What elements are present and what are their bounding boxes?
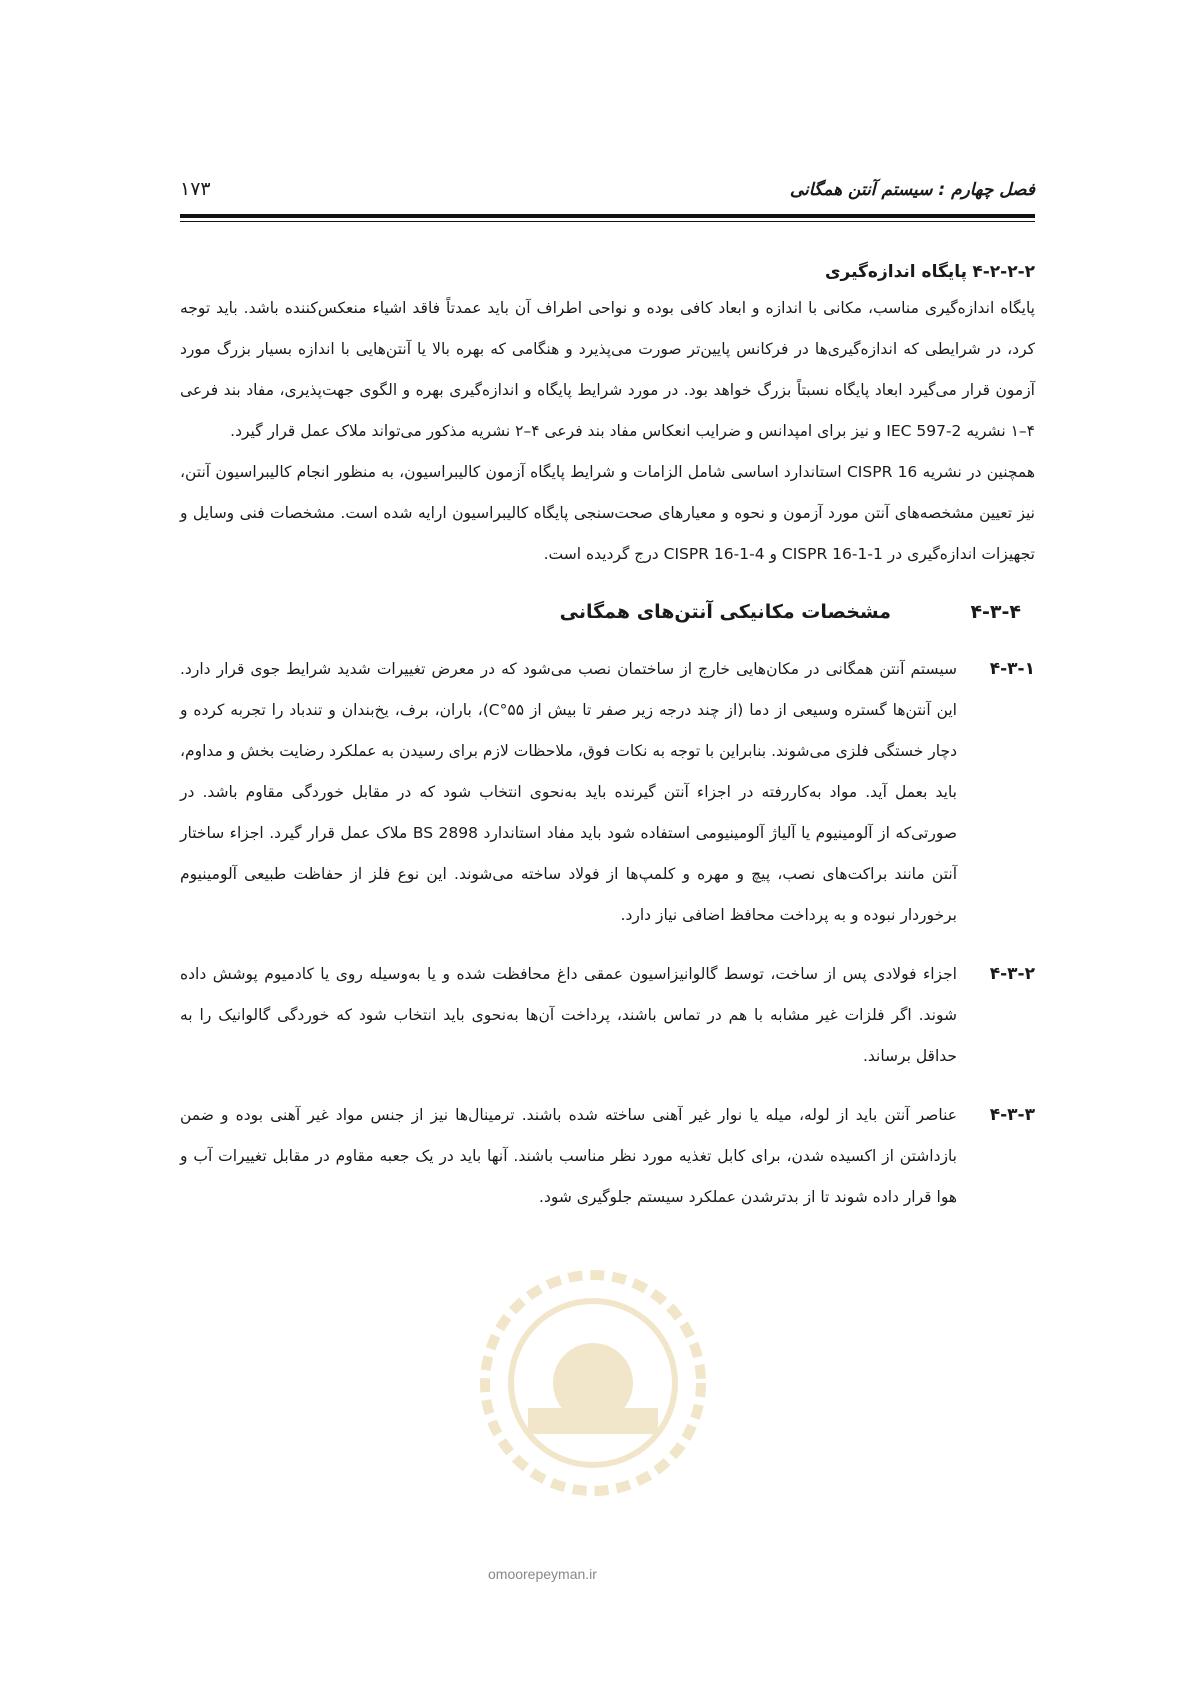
page-content bbox=[180, 262, 1035, 1218]
section-heading-measurement-site bbox=[180, 262, 1035, 282]
paragraph: پایگاه اندازه‌گیری مناسب، مکانی با اندازه و ابعاد کافی بوده و نواحی اطراف آن باید عمدتاً فاقد اشیاء منعکس‌کننده باشد. باید توجه کرد، در شرایطی که اندازه‌گیری‌ها در فرکانس پایین‌تر صورت می‌پذیرد و هنگامی که بهره بالا یا آنتن‌هایی با اندازه بسیار بزرگ مورد آزمون قرار می‌گیرد ابعاد پایگاه نسبتاً بزرگ خواهد بود. در مورد شرایط پایگاه و اندازه‌گیری بهره و الگوی جهت‌پذیری، مفاد بند فرعی ۴–۱ نشریه IEC 597-2 و نیز برای امپدانس و ضرایب انعکاس مفاد بند فرعی ۴–۲ نشریه مذکور می‌تواند ملاک عمل قرار گیرد. bbox=[180, 299, 1035, 440]
clause-text: عناصر آنتن باید از لوله، میله یا نوار غیر آهنی ساخته شده باشند. ترمینال‌ها نیز از جنس مواد غیر آهنی بوده و ضمن بازداشتن از اکسیده شدن، برای کابل تغذیه مورد نظر مناسب باشند. آنها باید در یک جعبه مقاوم در مقابل تغییرات آب و هوا قرار داده شوند تا از بدترشدن عملکرد سیستم جلوگیری شود. bbox=[180, 1106, 957, 1206]
section-title: مشخصات مکانیکی آنتن‌های همگانی bbox=[559, 601, 891, 623]
paragraph: همچنین در نشریه CISPR 16 استاندارد اساسی شامل الزامات و شرایط پایگاه آزمون کالیبراسیون، به منظور انجام کالیبراسیون آنتن، نیز تعیین مشخصه‌های آنتن مورد آزمون و نحوه و معیارهای صحت‌سنجی پایگاه کالیبراسیون ارایه شده است. مشخصات فنی وسایل و تجهیزات اندازه‌گیری در CISPR 16-1-1 و CISPR 16-1-4 درج گردیده است. bbox=[180, 463, 1036, 563]
clause-number: ۴-۳-۲ bbox=[989, 964, 1035, 984]
header-rule-thin bbox=[180, 221, 1035, 222]
clause-number: ۴-۳-۳ bbox=[989, 1105, 1035, 1125]
clause-text: سیستم آنتن همگانی در مکان‌هایی خارج از ساختمان نصب می‌شود که در معرض تغییرات شدید شرایط جوی قرار دارد. این آنتن‌ها گستره وسیعی از دما (از چند درجه زیر صفر تا بیش از ۵۵°C)، باران، برف، یخ‌بندان و تندباد را تجربه کرده و دچار خستگی فلزی می‌شوند. بنابراین با توجه به نکات فوق، ملاحظات لازم برای رسیدن به عملکرد رضایت بخش و مداوم، باید بعمل آید. مواد به‌کاررفته در اجزاء آنتن گیرنده باید به‌نحوی انتخاب شود که در مقابل خوردگی مقاوم باشد. در صورتی‌که از آلومینیوم یا آلیاژ آلومینیومی استفاده شود باید مفاد استاندارد BS 2898 ملاک عمل قرار گیرد. اجزاء ساختار آنتن مانند براکت‌های نصب، پیچ و مهره و کلمپ‌ها از فولاد ساخته می‌شوند. این نوع فلز از حفاظت طبیعی آلومینیوم برخوردار نبوده و به پرداخت محافظ اضافی نیاز دارد. bbox=[180, 660, 957, 924]
numbered-clause bbox=[180, 649, 1035, 936]
section-number: ۴-۳-۴ bbox=[970, 601, 1021, 623]
watermark-logo-icon bbox=[468, 1258, 718, 1498]
watermark-url: omoorepeyman.ir bbox=[488, 1566, 597, 1582]
page-number: ۱۷۳ bbox=[180, 178, 211, 200]
clause-text: اجزاء فولادی پس از ساخت، توسط گالوانیزاسیون عمقی داغ محافظت شده و یا به‌وسیله روی یا کادمیوم پوشش داده شوند. اگر فلزات غیر مشابه با هم در تماس باشند، پرداخت آن‌ها به‌نحوی باید انتخاب شود که خوردگی گالوانیک را به حداقل برساند. bbox=[180, 965, 957, 1065]
section-number: ۴-۲-۲-۲ bbox=[972, 262, 1035, 282]
header-rule-thick bbox=[180, 214, 1035, 218]
section-heading-mechanical-specs bbox=[180, 601, 1035, 623]
numbered-clause bbox=[180, 1095, 1035, 1218]
section-title: پایگاه اندازه‌گیری bbox=[824, 262, 967, 282]
numbered-clause bbox=[180, 954, 1035, 1077]
running-header bbox=[180, 180, 1035, 210]
chapter-title: فصل چهارم : سیستم آنتن همگانی bbox=[789, 180, 1035, 200]
clause-number: ۴-۳-۱ bbox=[989, 659, 1035, 679]
